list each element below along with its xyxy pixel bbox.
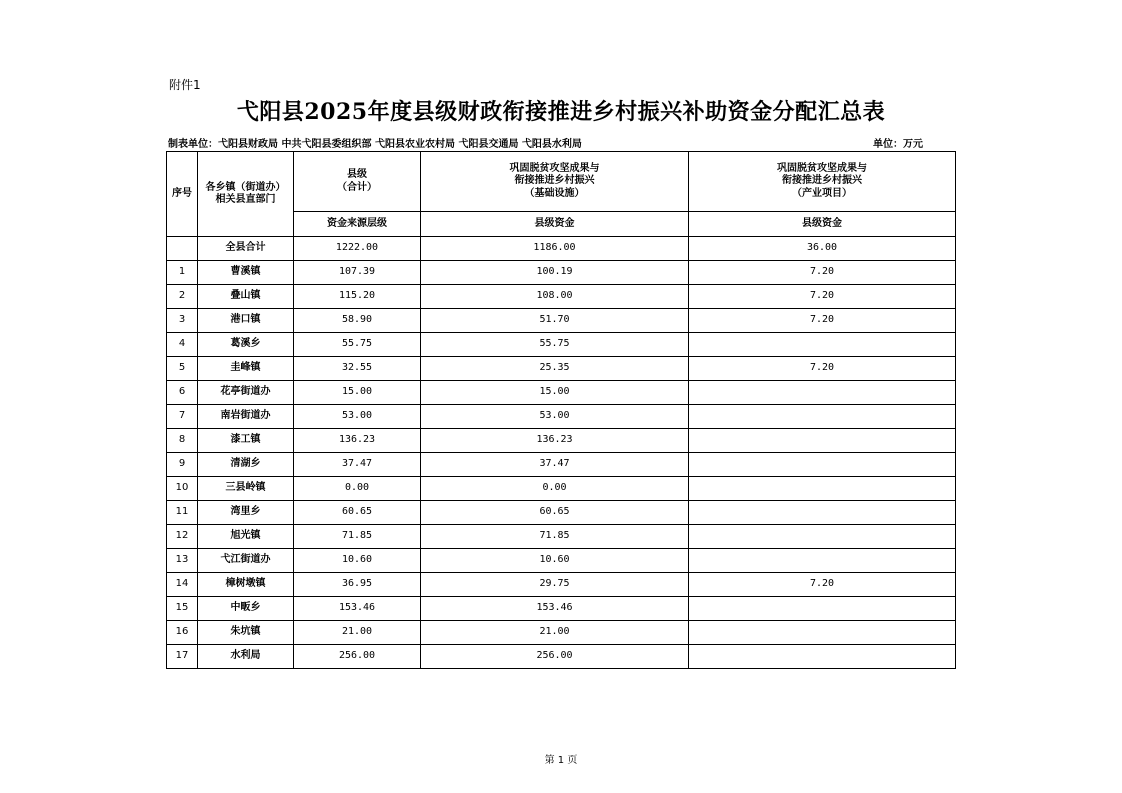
header-row: [167, 152, 956, 212]
total-county: 1222.00: [294, 237, 421, 261]
subheader-infrastructure: 县级资金: [421, 212, 689, 237]
row-county-total: 55.75: [294, 333, 421, 357]
row-infrastructure: 15.00: [421, 381, 689, 405]
table-row: [167, 597, 956, 621]
row-industry: [689, 525, 956, 549]
unit-label: 单位：万元: [873, 139, 923, 150]
table-row: [167, 549, 956, 573]
row-industry: 7.20: [689, 309, 956, 333]
row-infrastructure: 53.00: [421, 405, 689, 429]
row-name: 水利局: [198, 645, 294, 669]
row-industry: 7.20: [689, 357, 956, 381]
row-seq: 16: [167, 621, 198, 645]
row-industry: 7.20: [689, 285, 956, 309]
row-name: 圭峰镇: [198, 357, 294, 381]
row-infrastructure: 153.46: [421, 597, 689, 621]
row-name: 樟树墩镇: [198, 573, 294, 597]
total-seq: [167, 237, 198, 261]
subheader-total: 资金来源层级: [294, 212, 421, 237]
row-name: 旭光镇: [198, 525, 294, 549]
row-county-total: 115.20: [294, 285, 421, 309]
header-seq: 序号: [167, 152, 198, 237]
subheader-industry: 县级资金: [689, 212, 956, 237]
row-county-total: 0.00: [294, 477, 421, 501]
row-industry: [689, 477, 956, 501]
row-industry: [689, 429, 956, 453]
row-name: 花亭街道办: [198, 381, 294, 405]
row-name: 葛溪乡: [198, 333, 294, 357]
row-name: 三县岭镇: [198, 477, 294, 501]
row-county-total: 60.65: [294, 501, 421, 525]
table-row: [167, 453, 956, 477]
row-seq: 3: [167, 309, 198, 333]
header-town: 各乡镇（街道办） 相关县直部门: [198, 152, 294, 237]
row-county-total: 15.00: [294, 381, 421, 405]
row-name: 曹溪镇: [198, 261, 294, 285]
row-county-total: 36.95: [294, 573, 421, 597]
row-infrastructure: 136.23: [421, 429, 689, 453]
row-name: 中畈乡: [198, 597, 294, 621]
total-row: [167, 237, 956, 261]
total-name: 全县合计: [198, 237, 294, 261]
table-row: [167, 477, 956, 501]
table-row: [167, 405, 956, 429]
table-row: [167, 501, 956, 525]
issuing-units: 制表单位：弋阳县财政局 中共弋阳县委组织部 弋阳县农业农村局 弋阳县交通局 弋阳县水利局: [168, 139, 582, 150]
row-county-total: 71.85: [294, 525, 421, 549]
row-county-total: 256.00: [294, 645, 421, 669]
row-infrastructure: 51.70: [421, 309, 689, 333]
row-seq: 15: [167, 597, 198, 621]
row-county-total: 10.60: [294, 549, 421, 573]
table-row: [167, 285, 956, 309]
attachment-label: 附件1: [169, 78, 201, 92]
table-row: [167, 621, 956, 645]
row-seq: 10: [167, 477, 198, 501]
row-county-total: 37.47: [294, 453, 421, 477]
header-industry: 巩固脱贫攻坚成果与 衔接推进乡村振兴 （产业项目）: [689, 152, 956, 212]
row-seq: 1: [167, 261, 198, 285]
row-infrastructure: 71.85: [421, 525, 689, 549]
row-infrastructure: 37.47: [421, 453, 689, 477]
table-row: [167, 525, 956, 549]
total-industry: 36.00: [689, 237, 956, 261]
row-industry: [689, 549, 956, 573]
row-seq: 5: [167, 357, 198, 381]
row-industry: [689, 597, 956, 621]
row-name: 朱坑镇: [198, 621, 294, 645]
page-number: 第 1 页: [544, 755, 578, 766]
row-county-total: 153.46: [294, 597, 421, 621]
row-name: 漆工镇: [198, 429, 294, 453]
table-row: [167, 357, 956, 381]
row-county-total: 32.55: [294, 357, 421, 381]
table-row: [167, 261, 956, 285]
row-industry: [689, 621, 956, 645]
row-county-total: 58.90: [294, 309, 421, 333]
row-infrastructure: 108.00: [421, 285, 689, 309]
row-seq: 4: [167, 333, 198, 357]
row-industry: [689, 405, 956, 429]
row-industry: [689, 453, 956, 477]
row-industry: 7.20: [689, 573, 956, 597]
row-industry: [689, 333, 956, 357]
table-row: [167, 429, 956, 453]
row-infrastructure: 10.60: [421, 549, 689, 573]
table-row: [167, 645, 956, 669]
row-seq: 11: [167, 501, 198, 525]
row-county-total: 21.00: [294, 621, 421, 645]
row-industry: 7.20: [689, 261, 956, 285]
row-seq: 9: [167, 453, 198, 477]
row-infrastructure: 100.19: [421, 261, 689, 285]
row-infrastructure: 29.75: [421, 573, 689, 597]
row-infrastructure: 60.65: [421, 501, 689, 525]
row-industry: [689, 381, 956, 405]
table-row: [167, 309, 956, 333]
page-title: 弋阳县2025年度县级财政衔接推进乡村振兴补助资金分配汇总表: [236, 99, 886, 125]
row-county-total: 53.00: [294, 405, 421, 429]
row-county-total: 136.23: [294, 429, 421, 453]
row-name: 湾里乡: [198, 501, 294, 525]
row-name: 弋江街道办: [198, 549, 294, 573]
row-infrastructure: 25.35: [421, 357, 689, 381]
row-name: 港口镇: [198, 309, 294, 333]
row-infrastructure: 55.75: [421, 333, 689, 357]
row-industry: [689, 501, 956, 525]
table-row: [167, 333, 956, 357]
row-seq: 2: [167, 285, 198, 309]
row-infrastructure: 256.00: [421, 645, 689, 669]
row-infrastructure: 0.00: [421, 477, 689, 501]
table-row: [167, 381, 956, 405]
row-name: 叠山镇: [198, 285, 294, 309]
row-county-total: 107.39: [294, 261, 421, 285]
row-infrastructure: 21.00: [421, 621, 689, 645]
row-name: 南岩街道办: [198, 405, 294, 429]
row-seq: 12: [167, 525, 198, 549]
row-seq: 14: [167, 573, 198, 597]
header-infrastructure: 巩固脱贫攻坚成果与 衔接推进乡村振兴 （基础设施）: [421, 152, 689, 212]
row-seq: 13: [167, 549, 198, 573]
total-infrastructure: 1186.00: [421, 237, 689, 261]
row-seq: 6: [167, 381, 198, 405]
table-row: [167, 573, 956, 597]
row-name: 清湖乡: [198, 453, 294, 477]
header-county-total: 县级 （合计）: [294, 152, 421, 212]
allocation-table: [166, 151, 956, 669]
row-seq: 17: [167, 645, 198, 669]
row-seq: 8: [167, 429, 198, 453]
row-seq: 7: [167, 405, 198, 429]
row-industry: [689, 645, 956, 669]
